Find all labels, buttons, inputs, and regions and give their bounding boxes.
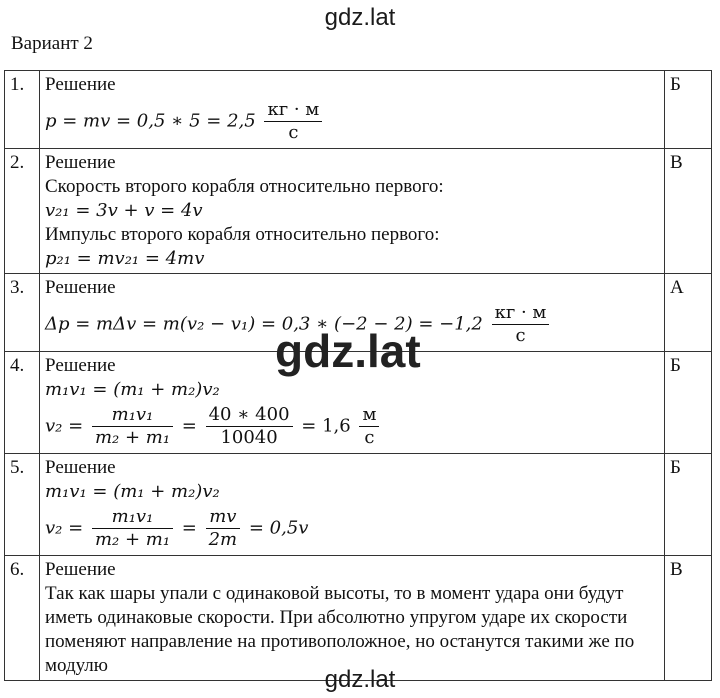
solution-text: Импульс второго корабля относительно первого: <box>45 224 440 245</box>
table-row <box>5 454 712 556</box>
row-number: 5. <box>5 454 40 556</box>
formula-text: m₁v₁ = (m₁ + m₂)v₂ <box>45 481 220 502</box>
formula-text: m₁v₁ = (m₁ + m₂)v₂ <box>45 379 220 400</box>
watermark-center: gdz.lat <box>275 325 421 377</box>
formula-line <box>45 404 659 449</box>
fraction <box>92 404 173 449</box>
fraction <box>206 506 241 551</box>
unit-numerator: м <box>359 404 379 427</box>
variant-title: Вариант 2 <box>11 33 93 54</box>
solution-heading: Решение <box>45 152 116 173</box>
fraction-denominator: m₂ + m₁ <box>94 529 171 550</box>
formula-result: = 1,6 <box>301 415 351 437</box>
fraction-denominator: m₂ + m₁ <box>94 427 171 448</box>
solution-text: Скорость второго корабля относительно первого: <box>45 176 444 197</box>
unit-fraction <box>264 99 322 144</box>
row-number: 4. <box>5 352 40 454</box>
fraction-numerator: mv <box>206 506 241 529</box>
watermark-bottom: gdz.lat <box>324 666 396 693</box>
formula-lhs: v₂ = <box>45 517 84 539</box>
solution-cell <box>40 454 665 556</box>
formula-line <box>45 99 659 144</box>
row-number: 3. <box>5 274 40 352</box>
solution-text: Так как шары упали с одинаковой высоты, то в момент удара они будут иметь одинаковые скорости. При абсолютно упругом ударе их скорости поменяют направление на противоположное, но останутся такими же по модулю <box>45 583 635 676</box>
unit-denominator: с <box>515 325 526 346</box>
formula-lhs: v₂ = <box>45 415 84 437</box>
table-row <box>5 556 712 681</box>
solution-heading: Решение <box>45 74 116 95</box>
answer-letter: В <box>665 149 712 274</box>
row-number: 1. <box>5 71 40 149</box>
fraction-numerator: 40 ∗ 400 <box>206 404 293 427</box>
unit-denominator: с <box>364 427 375 448</box>
fraction-denominator: 10040 <box>220 427 278 448</box>
unit-numerator: кг · м <box>264 99 322 122</box>
solution-heading: Решение <box>45 355 116 376</box>
answer-letter: В <box>665 556 712 681</box>
formula-text: v₂₁ = 3v + v = 4v <box>45 200 203 221</box>
row-number: 6. <box>5 556 40 681</box>
table-row <box>5 149 712 274</box>
equals-sign: = <box>181 415 197 437</box>
solution-heading: Решение <box>45 559 116 580</box>
equals-sign: = <box>181 517 197 539</box>
answer-letter: Б <box>665 454 712 556</box>
fraction-numerator: m₁v₁ <box>92 404 173 427</box>
formula <box>45 247 659 271</box>
answer-letter: Б <box>665 71 712 149</box>
solution-cell <box>40 149 665 274</box>
formula-line <box>45 506 659 551</box>
formula-result: = 0,5v <box>248 517 309 539</box>
formula <box>45 480 659 504</box>
unit-denominator: с <box>288 122 299 143</box>
solution-cell <box>40 71 665 149</box>
formula-text: p₂₁ = mv₂₁ = 4mv <box>45 248 205 269</box>
unit-numerator: кг · м <box>492 302 550 325</box>
answer-letter: А <box>665 274 712 352</box>
unit-fraction <box>492 302 550 347</box>
watermark-top: gdz.lat <box>324 4 396 31</box>
fraction-numerator: m₁v₁ <box>92 506 173 529</box>
formula <box>45 378 659 402</box>
fraction <box>206 404 293 449</box>
unit-fraction <box>359 404 379 449</box>
fraction-denominator: 2m <box>208 529 238 550</box>
answer-letter: Б <box>665 352 712 454</box>
fraction <box>92 506 173 551</box>
row-number: 2. <box>5 149 40 274</box>
formula: Δp = mΔv = m(v₂ − v₁) = 0,3 ∗ (−2 − 2) = −1,2 <box>45 313 483 335</box>
formula <box>45 199 659 223</box>
solution-heading: Решение <box>45 277 116 298</box>
formula: p = mv = 0,5 ∗ 5 = 2,5 <box>45 110 256 132</box>
solution-heading: Решение <box>45 457 116 478</box>
solution-cell <box>40 556 665 681</box>
table-row <box>5 71 712 149</box>
